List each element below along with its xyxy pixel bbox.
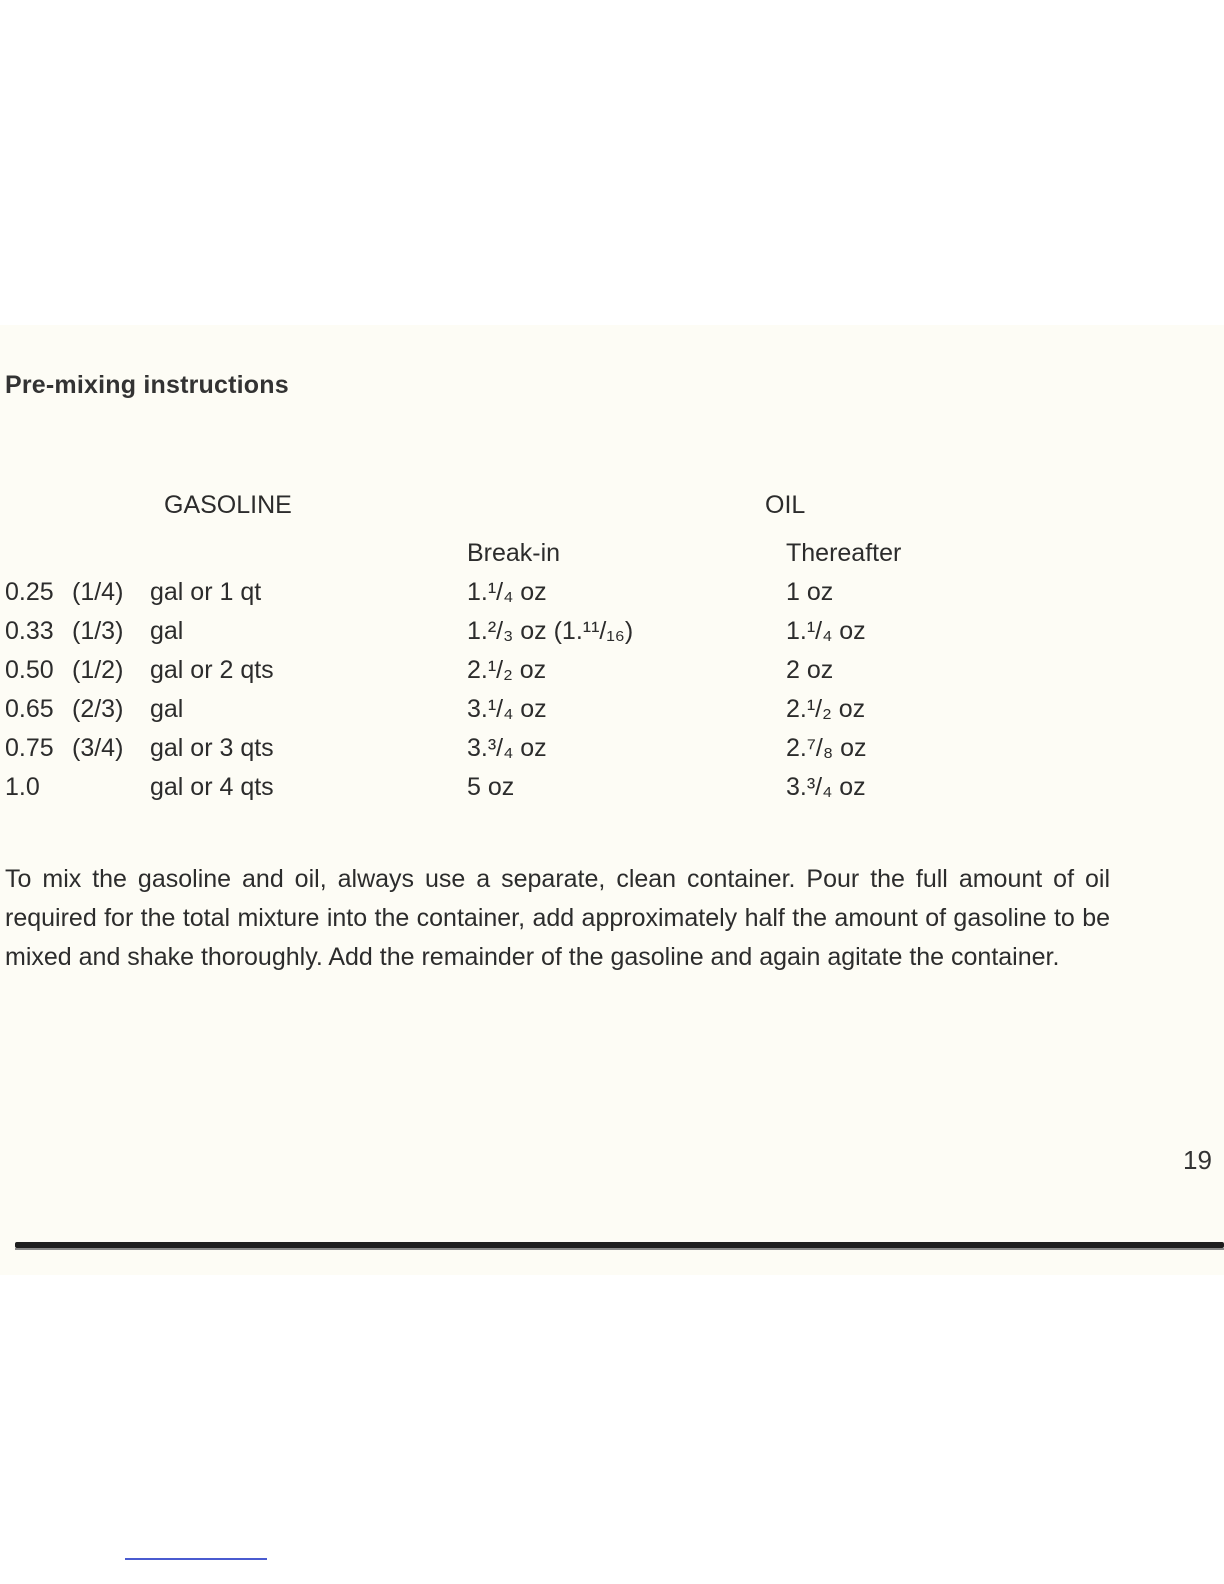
gasoline-unit: gal [150,695,184,723]
mixing-instructions-paragraph: To mix the gasoline and oil, always use a separate, clean container. Pour the full amount of oil required for the total mixture into the container, add approximately half the amount of gasoline to be mixed and shake thoroughly. Add the remainder of the gasoline and again agitate the container. [5,865,1110,971]
gasoline-amount: 0.50 [5,656,54,684]
thereafter-oil: 2 oz [786,656,834,684]
gasoline-fraction: (2/3) [72,695,124,723]
break-in-oil: 5 oz [467,773,515,801]
gasoline-amount: 0.65 [5,695,54,723]
gasoline-column-header: GASOLINE [164,491,292,519]
thereafter-oil: 2.⁷/₈ oz [786,734,867,762]
gasoline-amount: 0.75 [5,734,54,762]
gasoline-fraction: (1/3) [72,617,124,645]
gasoline-unit: gal or 2 qts [150,656,274,684]
break-in-oil: 1.¹/₄ oz [467,578,547,606]
gasoline-unit: gal or 1 qt [150,578,262,606]
break-in-column-header: Break-in [467,539,561,567]
gasoline-amount: 0.25 [5,578,54,606]
scan-artifact-line [125,1558,267,1560]
thereafter-oil: 2.¹/₂ oz [786,695,866,723]
oil-column-header: OIL [765,491,806,519]
bottom-rule-shadow [15,1248,1224,1250]
gasoline-amount: 1.0 [5,773,40,801]
thereafter-oil: 3.³/₄ oz [786,773,866,801]
gasoline-unit: gal or 3 qts [150,734,274,762]
break-in-oil: 1.²/₃ oz (1.¹¹/₁₆) [467,617,634,645]
break-in-oil: 3.³/₄ oz [467,734,547,762]
gasoline-amount: 0.33 [5,617,54,645]
gasoline-fraction: (3/4) [72,734,124,762]
thereafter-oil: 1 oz [786,578,834,606]
gasoline-fraction: (1/4) [72,578,124,606]
page-title: Pre-mixing instructions [5,371,289,399]
thereafter-oil: 1.¹/₄ oz [786,617,866,645]
gasoline-unit: gal [150,617,184,645]
gasoline-unit: gal or 4 qts [150,773,274,801]
gasoline-fraction: (1/2) [72,656,124,684]
page-number: 19 [1183,1145,1212,1175]
break-in-oil: 3.¹/₄ oz [467,695,547,723]
thereafter-column-header: Thereafter [786,539,902,567]
break-in-oil: 2.¹/₂ oz [467,656,547,684]
